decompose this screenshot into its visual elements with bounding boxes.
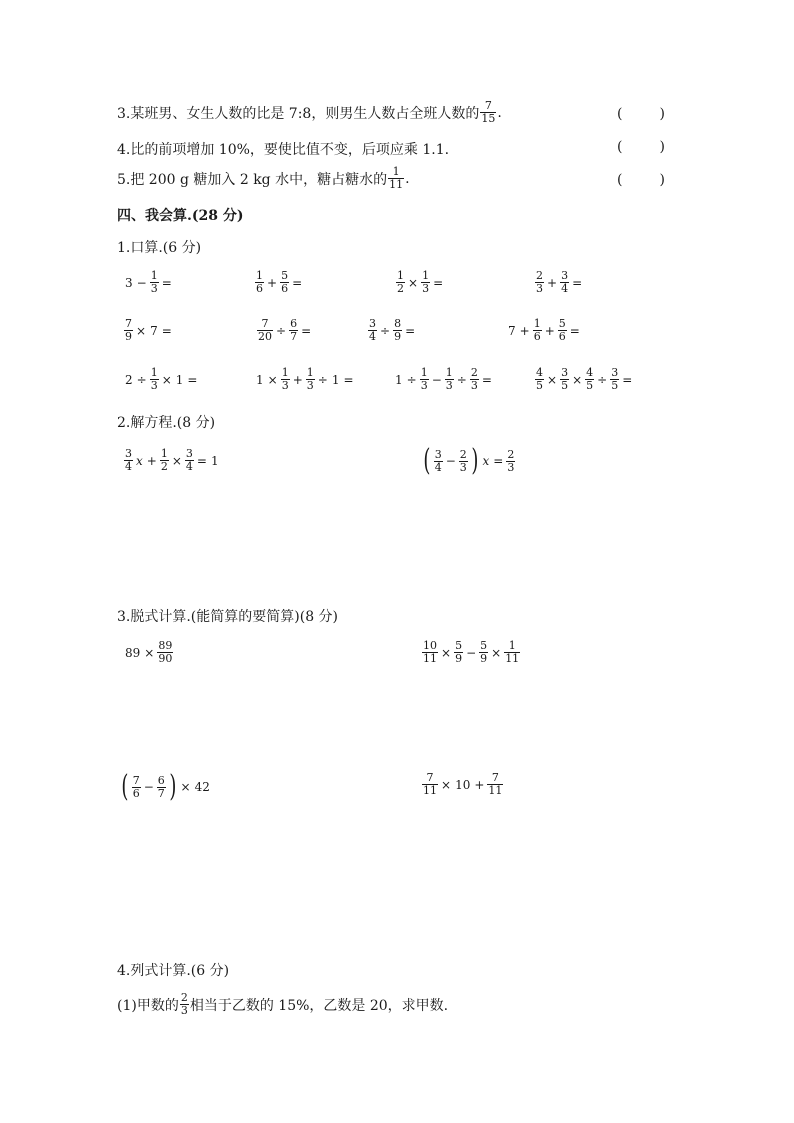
math-token: =	[301, 323, 312, 338]
math-token: =	[572, 275, 583, 290]
fraction: $\frac{1}{3}$	[150, 269, 158, 295]
math-token: ×	[161, 372, 172, 387]
equation-1	[123, 448, 221, 473]
math-token: +	[292, 372, 303, 387]
oral-expr	[534, 367, 634, 392]
math-token: ×	[441, 777, 452, 792]
fraction: $\frac{5}{9}$	[455, 639, 463, 665]
question-title: 4.列式计算.(6 分)	[117, 963, 230, 979]
fraction: $\frac{3}{5}$	[611, 366, 619, 392]
judge-text: 4.比的前项增加 10%，要使比值不变，后项应乘 1.1.	[117, 142, 450, 158]
fraction: $\frac{1}{3}$	[150, 366, 158, 392]
fraction: $\frac{8}{9}$	[394, 317, 402, 343]
math-token: +	[267, 275, 278, 290]
question-title: 1.口算.(6 分)	[117, 240, 202, 256]
fraction: $\frac{1}{3}$	[281, 366, 289, 392]
math-token: 10	[455, 777, 471, 792]
math-token: 1	[175, 372, 184, 387]
judge-text: 3.某班男、女生人数的比是 7:8，则男生人数占全班人数的	[117, 105, 480, 122]
right-bracket: )	[471, 443, 479, 478]
math-token: ÷	[597, 372, 608, 387]
math-token: =	[405, 323, 416, 338]
math-token: ×	[144, 645, 155, 660]
fraction: $\frac{3}{4}$	[434, 447, 442, 474]
math-token: +	[146, 453, 157, 468]
math-token: =	[292, 275, 303, 290]
fraction: $\frac{4}{5}$	[536, 366, 543, 392]
fraction: $\frac{10}{11}$	[423, 639, 437, 665]
math-token: =	[161, 323, 172, 338]
fraction: $\frac{1}{2}$	[160, 447, 168, 473]
oral-expr	[123, 367, 199, 392]
math-token: ÷	[406, 372, 417, 387]
oral-expr	[534, 270, 584, 295]
fraction: $\frac{2}{3}$	[507, 447, 515, 474]
math-token: ×	[547, 372, 558, 387]
math-token: 1	[210, 453, 219, 468]
judge-item-5	[117, 166, 410, 191]
question-title: 2.解方程.(8 分)	[117, 415, 216, 431]
fraction: $\frac{2}{3}$	[180, 991, 188, 1017]
fraction: $\frac{3}{5}$	[561, 366, 569, 392]
section-title: 四、我会算.(28 分)	[117, 208, 244, 224]
left-bracket: (	[121, 769, 129, 804]
math-token: ÷	[456, 372, 467, 387]
math-token: =	[187, 372, 198, 387]
oral-expr	[254, 270, 304, 295]
oral-expr	[393, 367, 494, 392]
right-bracket: )	[169, 769, 177, 804]
math-token: =	[433, 275, 444, 290]
variable: x	[136, 453, 143, 468]
math-token: ×	[136, 323, 147, 338]
oral-expr	[123, 270, 174, 295]
math-token: 2	[125, 372, 133, 387]
math-token: 7	[150, 323, 158, 338]
fraction: $\frac{89}{90}$	[158, 639, 173, 665]
judge-text: 5.把 200 g 糖加入 2 kg 水中，糖占糖水的	[117, 171, 388, 188]
fraction: $\frac{1}{11}$	[389, 165, 404, 191]
math-token: ÷	[317, 372, 328, 387]
math-token: ×	[171, 453, 182, 468]
fraction: $\frac{3}{4}$	[125, 447, 132, 473]
period: .	[497, 104, 502, 121]
answer-paren[interactable]: ( )	[617, 139, 665, 155]
math-token: ×	[180, 780, 191, 794]
math-token: ÷	[136, 372, 147, 387]
math-token: 1	[331, 372, 340, 387]
oral-expr	[254, 367, 356, 392]
question-title: 3.脱式计算.(能简算的要简算)(8 分)	[117, 609, 339, 625]
fraction: $\frac{7}{6}$	[132, 773, 140, 800]
fraction: $\frac{1}{11}$	[505, 639, 520, 665]
judge-item-4	[117, 139, 449, 159]
fraction: $\frac{7}{20}$	[258, 317, 272, 343]
fraction: $\frac{1}{3}$	[422, 269, 430, 295]
answer-paren[interactable]: ( )	[617, 172, 665, 188]
word-problem-1	[117, 992, 448, 1017]
fraction: $\frac{5}{6}$	[281, 269, 289, 295]
math-token: =	[161, 275, 172, 290]
fraction: $\frac{1}{3}$	[420, 366, 428, 392]
fraction: $\frac{1}{6}$	[256, 269, 263, 295]
fraction: $\frac{1}{2}$	[397, 269, 404, 295]
oral-expr	[395, 270, 445, 295]
math-token: 3	[125, 275, 133, 290]
oral-expr	[123, 318, 174, 343]
math-token: =	[196, 453, 207, 468]
fraction: $\frac{3}{4}$	[369, 317, 376, 343]
fraction: $\frac{1}{3}$	[445, 366, 453, 392]
fraction: $\frac{2}{3}$	[459, 447, 467, 474]
math-token: 7	[508, 323, 516, 338]
math-token: −	[431, 372, 442, 387]
math-token: −	[466, 645, 477, 660]
period: .	[405, 170, 410, 187]
math-token: −	[445, 454, 456, 468]
math-token: 1	[256, 372, 264, 387]
fraction: $\frac{6}{7}$	[157, 773, 165, 800]
oral-expr	[256, 318, 313, 343]
math-token: =	[343, 372, 354, 387]
fraction: $\frac{7}{11}$	[423, 771, 437, 797]
math-token: 89	[125, 645, 141, 660]
calc-expr-3	[119, 769, 212, 804]
fraction: $\frac{3}{4}$	[185, 447, 193, 473]
problem-text: 相当于乙数的 15%，乙数是 20，求甲数.	[189, 997, 449, 1014]
math-token: −	[143, 780, 154, 794]
fraction: $\frac{1}{6}$	[533, 317, 541, 343]
math-token: 42	[194, 780, 210, 794]
math-token: +	[547, 275, 558, 290]
math-token: +	[519, 323, 530, 338]
fraction: $\frac{6}{7}$	[290, 317, 298, 343]
math-token: ×	[267, 372, 278, 387]
math-token: =	[622, 372, 633, 387]
math-token: =	[481, 372, 492, 387]
fraction: $\frac{5}{6}$	[558, 317, 566, 343]
math-token: +	[544, 323, 555, 338]
math-token: ×	[408, 275, 419, 290]
math-token: ×	[572, 372, 583, 387]
math-token: ×	[491, 645, 502, 660]
math-token: +	[474, 777, 485, 792]
fraction: $\frac{7}{15}$	[481, 99, 496, 125]
math-token: ×	[441, 645, 452, 660]
fraction: $\frac{1}{3}$	[306, 366, 314, 392]
calc-expr-4	[421, 772, 504, 797]
math-token: =	[493, 454, 504, 468]
calc-expr-2	[421, 640, 521, 665]
fraction: $\frac{2}{3}$	[536, 269, 543, 295]
equation-2	[421, 443, 516, 478]
math-token: −	[136, 275, 147, 290]
oral-expr	[506, 318, 582, 343]
fraction: $\frac{7}{9}$	[125, 317, 132, 343]
left-bracket: (	[423, 443, 431, 478]
fraction: $\frac{3}{4}$	[561, 269, 569, 295]
math-token: 1	[395, 372, 403, 387]
answer-paren[interactable]: ( )	[617, 106, 665, 122]
math-token: ÷	[276, 323, 287, 338]
variable: x	[482, 454, 490, 468]
fraction: $\frac{2}{3}$	[470, 366, 478, 392]
fraction: $\frac{7}{11}$	[488, 771, 503, 797]
fraction: $\frac{4}{5}$	[586, 366, 594, 392]
problem-text: (1)甲数的	[117, 997, 179, 1014]
oral-expr	[367, 318, 417, 343]
calc-expr-1	[123, 640, 174, 665]
judge-item-3	[117, 100, 502, 125]
fraction: $\frac{5}{9}$	[480, 639, 488, 665]
math-token: ÷	[380, 323, 391, 338]
math-token: =	[569, 323, 580, 338]
